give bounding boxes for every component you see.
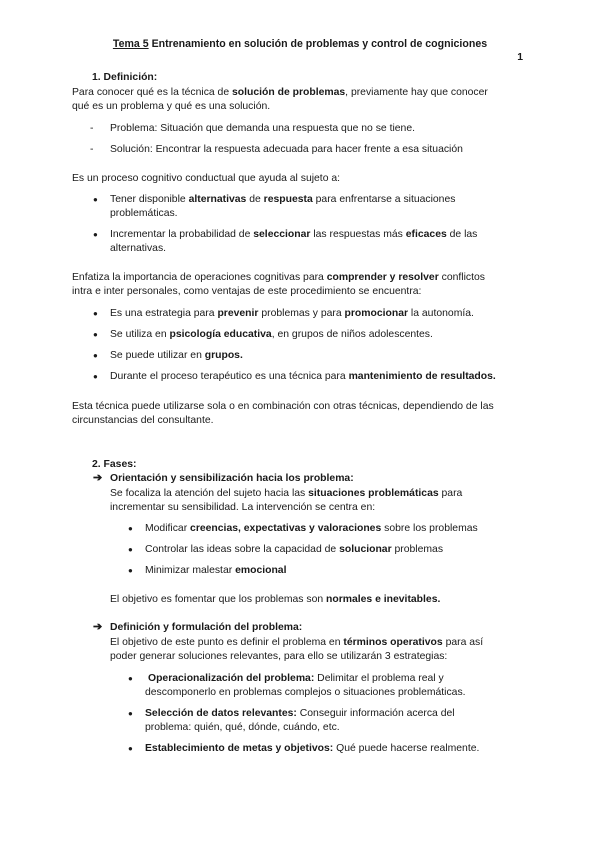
- dash-item-solution: - Solución: Encontrar la respuesta adecuada para hacer frente a esa situación: [110, 143, 463, 157]
- bullet-icon: ●: [93, 330, 98, 339]
- strategy-3: ● Establecimiento de metas y objetivos: Qué puede hacerse realmente.: [128, 743, 480, 754]
- phase-1-bullet-2: ● Controlar las ideas sobre la capacidad de solucionar problemas: [128, 544, 444, 555]
- phase-2-line-1: El objetivo de este punto es definir el problema en términos operativos para así: [110, 637, 484, 648]
- bullet-icon: ●: [128, 566, 133, 575]
- bullet-icon: ●: [128, 524, 133, 533]
- process-bullet-1: ● Tener disponible alternativas de respuesta para enfrentarse a situaciones: [93, 194, 456, 205]
- arrow-right-icon: ➔: [93, 621, 103, 633]
- phase-2-line-2: poder generar soluciones relevantes, para ello se utilizarán 3 estrategias:: [110, 651, 448, 662]
- strategy-1-cont: descomponerlo en problemas complejos o situaciones problemáticas.: [145, 687, 466, 698]
- closing-line-2: circunstancias del consultante.: [72, 415, 214, 426]
- phase-1-line-2: incrementar su sensibilidad. La intervención se centra en:: [110, 502, 376, 513]
- phase-2-title: ➔ Definición y formulación del problema:: [93, 621, 303, 633]
- advantage-4: ● Durante el proceso terapéutico es una técnica para mantenimiento de resultados.: [93, 371, 496, 382]
- bullet-icon: ●: [93, 230, 98, 239]
- bullet-icon: ●: [128, 709, 133, 718]
- closing-line-1: Esta técnica puede utilizarse sola o en combinación con otras técnicas, dependiendo de las: [72, 401, 494, 412]
- section-1-heading: 1. Definición:: [92, 72, 158, 83]
- process-bullet-2-cont: alternativas.: [110, 243, 167, 254]
- emphasis-line-1: Enfatiza la importancia de operaciones cognitivas para comprender y resolver conflictos: [72, 272, 485, 283]
- phase-1-line-1: Se focaliza la atención del sujeto hacia las situaciones problemáticas para: [110, 488, 463, 499]
- document-title: Tema 5 Entrenamiento en solución de problemas y control de cogniciones: [112, 38, 488, 50]
- phase-1-goal: El objetivo es fomentar que los problemas son normales e inevitables.: [110, 594, 441, 605]
- phase-1-title: ➔ Orientación y sensibilización hacia los problema:: [93, 472, 354, 484]
- dash-item-problem: - Problema: Situación que demanda una respuesta que no se tiene.: [110, 122, 415, 136]
- bullet-icon: ●: [128, 744, 133, 753]
- strategy-2: ● Selección de datos relevantes: Conseguir información acerca del: [128, 708, 455, 719]
- emphasis-line-2: intra e inter personales, como ventajas de este procedimiento se encuentra:: [72, 286, 422, 297]
- section-2-heading: 2. Fases:: [92, 459, 137, 470]
- advantage-2: ● Se utiliza en psicología educativa, en grupos de niños adolescentes.: [93, 329, 433, 340]
- advantage-1: ● Es una estrategia para prevenir problemas y para promocionar la autonomía.: [93, 308, 474, 319]
- process-bullet-1-cont: problemáticas.: [110, 208, 178, 219]
- arrow-right-icon: ➔: [93, 472, 103, 484]
- phase-1-bullet-3: ● Minimizar malestar emocional: [128, 565, 287, 576]
- topic-label: Tema 5: [112, 38, 149, 50]
- strategy-1: ● Operacionalización del problema: Delimitar el problema real y: [128, 673, 444, 684]
- strategy-2-cont: problema: quién, qué, dónde, cuándo, etc.: [145, 722, 340, 733]
- bullet-icon: ●: [93, 309, 98, 318]
- bullet-icon: ●: [93, 372, 98, 381]
- advantage-3: ● Se puede utilizar en grupos.: [93, 350, 243, 361]
- process-bullet-2: ● Incrementar la probabilidad de seleccionar las respuestas más eficaces de las: [93, 229, 478, 240]
- bullet-icon: ●: [93, 351, 98, 360]
- bullet-icon: ●: [128, 545, 133, 554]
- intro-line-2: qué es un problema y qué es una solución.: [72, 101, 271, 112]
- bullet-icon: ●: [128, 674, 133, 683]
- process-intro: Es un proceso cognitivo conductual que ayuda al sujeto a:: [72, 173, 341, 184]
- bullet-icon: ●: [93, 195, 98, 204]
- intro-line-1: Para conocer qué es la técnica de solución de problemas, previamente hay que conocer: [72, 87, 488, 98]
- page-number: 1: [517, 52, 523, 63]
- phase-1-bullet-1: ● Modificar creencias, expectativas y valoraciones sobre los problemas: [128, 523, 478, 534]
